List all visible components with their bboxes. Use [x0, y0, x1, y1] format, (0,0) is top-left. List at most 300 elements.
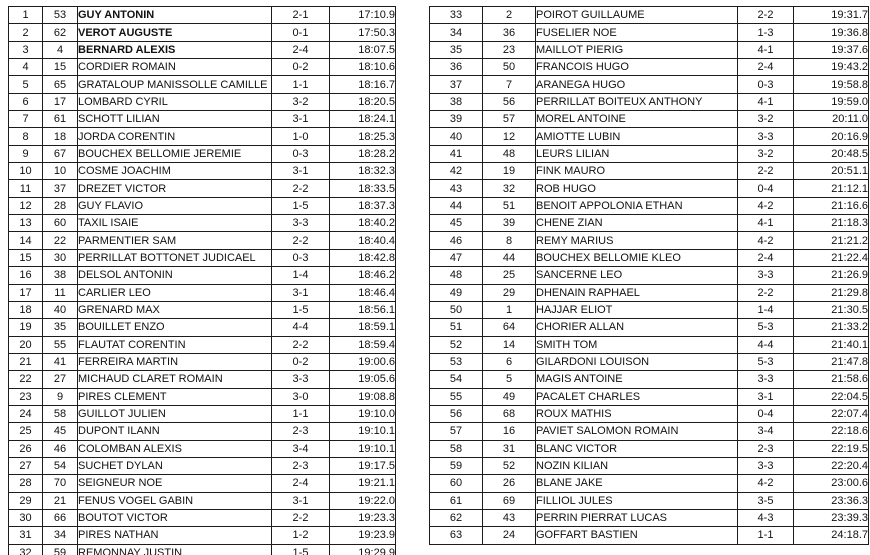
time-cell: 18:32.3	[330, 163, 396, 180]
time-cell: 22:07.4	[794, 405, 869, 422]
bib-cell: 36	[483, 24, 536, 41]
rank-cell: 40	[430, 128, 483, 145]
rank-cell: 55	[430, 388, 483, 405]
score-cell: 4-2	[738, 232, 794, 249]
time-cell: 21:22.4	[794, 249, 869, 266]
score-cell: 3-3	[272, 215, 330, 232]
time-cell: 18:28.2	[330, 145, 396, 162]
name-cell: SANCERNE LEO	[536, 267, 738, 284]
name-cell: FILLIOL JULES	[536, 492, 738, 509]
rank-cell: 44	[430, 197, 483, 214]
score-cell: 2-4	[738, 59, 794, 76]
time-cell: 18:40.2	[330, 215, 396, 232]
score-cell: 3-1	[272, 492, 330, 509]
rank-cell: 24	[9, 405, 43, 422]
name-cell: GOFFART BASTIEN	[536, 527, 738, 544]
time-cell: 19:22.0	[330, 492, 396, 509]
rank-cell: 8	[9, 128, 43, 145]
rank-cell: 59	[430, 457, 483, 474]
time-cell: 22:19.5	[794, 440, 869, 457]
bib-cell: 17	[43, 93, 78, 110]
rank-cell: 19	[9, 319, 43, 336]
time-cell: 19:43.2	[794, 59, 869, 76]
bib-cell: 59	[43, 544, 78, 555]
time-cell: 21:12.1	[794, 180, 869, 197]
name-cell: CARLIER LEO	[78, 284, 272, 301]
bib-cell: 55	[43, 336, 78, 353]
rank-cell: 41	[430, 145, 483, 162]
bib-cell: 67	[43, 145, 78, 162]
bib-cell: 15	[43, 59, 78, 76]
rank-cell: 20	[9, 336, 43, 353]
score-cell: 1-2	[272, 527, 330, 544]
score-cell: 2-4	[272, 41, 330, 58]
rank-cell: 12	[9, 197, 43, 214]
table-row	[430, 336, 869, 353]
time-cell: 18:59.4	[330, 336, 396, 353]
name-cell: PERRIN PIERRAT LUCAS	[536, 509, 738, 526]
bib-cell: 58	[43, 405, 78, 422]
bib-cell: 24	[483, 527, 536, 544]
name-cell: REMONNAY JUSTIN	[78, 544, 272, 555]
table-row	[430, 319, 869, 336]
name-cell: FERREIRA MARTIN	[78, 353, 272, 370]
bib-cell: 10	[43, 163, 78, 180]
table-row	[9, 301, 396, 318]
bib-cell: 57	[483, 111, 536, 128]
bib-cell: 50	[483, 59, 536, 76]
table-row	[430, 249, 869, 266]
time-cell: 23:39.3	[794, 509, 869, 526]
time-cell: 18:20.5	[330, 93, 396, 110]
table-row	[9, 405, 396, 422]
time-cell: 17:10.9	[330, 7, 396, 24]
bib-cell: 64	[483, 319, 536, 336]
rank-cell: 50	[430, 301, 483, 318]
score-cell: 2-1	[272, 7, 330, 24]
bib-cell: 54	[43, 457, 78, 474]
name-cell: PIRES CLEMENT	[78, 388, 272, 405]
rank-cell: 62	[430, 509, 483, 526]
table-row	[430, 232, 869, 249]
rank-cell: 54	[430, 371, 483, 388]
rank-cell: 61	[430, 492, 483, 509]
time-cell: 21:26.9	[794, 267, 869, 284]
table-row	[430, 371, 869, 388]
table-row	[9, 232, 396, 249]
table-row	[9, 163, 396, 180]
bib-cell: 2	[483, 7, 536, 24]
bib-cell: 70	[43, 475, 78, 492]
score-cell: 3-1	[272, 163, 330, 180]
table-row	[9, 527, 396, 544]
time-cell: 19:58.8	[794, 76, 869, 93]
name-cell: ARANEGA HUGO	[536, 76, 738, 93]
name-cell: BOUTOT VICTOR	[78, 509, 272, 526]
results-table-right	[429, 6, 869, 545]
name-cell: DUPONT ILANN	[78, 423, 272, 440]
score-cell: 1-5	[272, 197, 330, 214]
score-cell: 2-2	[272, 336, 330, 353]
name-cell: PERRILLAT BOTTONET JUDICAEL	[78, 249, 272, 266]
rank-cell: 52	[430, 336, 483, 353]
rank-cell: 28	[9, 475, 43, 492]
table-row	[9, 128, 396, 145]
name-cell: GILARDONI LOUISON	[536, 353, 738, 370]
bib-cell: 28	[43, 197, 78, 214]
name-cell: JORDA CORENTIN	[78, 128, 272, 145]
rank-cell: 16	[9, 267, 43, 284]
rank-cell: 26	[9, 440, 43, 457]
name-cell: CORDIER ROMAIN	[78, 59, 272, 76]
rank-cell: 2	[9, 24, 43, 41]
name-cell: FLAUTAT CORENTIN	[78, 336, 272, 353]
name-cell: FRANCOIS HUGO	[536, 59, 738, 76]
score-cell: 3-0	[272, 388, 330, 405]
name-cell: LEURS LILIAN	[536, 145, 738, 162]
name-cell: MICHAUD CLARET ROMAIN	[78, 371, 272, 388]
name-cell: VEROT AUGUSTE	[78, 24, 272, 41]
table-row	[430, 440, 869, 457]
rank-cell: 6	[9, 93, 43, 110]
score-cell: 5-3	[738, 319, 794, 336]
name-cell: DHENAIN RAPHAEL	[536, 284, 738, 301]
bib-cell: 23	[483, 41, 536, 58]
time-cell: 20:51.1	[794, 163, 869, 180]
score-cell: 1-0	[272, 128, 330, 145]
name-cell: GUILLOT JULIEN	[78, 405, 272, 422]
score-cell: 0-2	[272, 353, 330, 370]
bib-cell: 62	[43, 24, 78, 41]
name-cell: CHORIER ALLAN	[536, 319, 738, 336]
bib-cell: 22	[43, 232, 78, 249]
name-cell: MAGIS ANTOINE	[536, 371, 738, 388]
name-cell: SMITH TOM	[536, 336, 738, 353]
score-cell: 2-4	[272, 475, 330, 492]
name-cell: MAILLOT PIERIG	[536, 41, 738, 58]
rank-cell: 42	[430, 163, 483, 180]
table-row	[9, 197, 396, 214]
name-cell: LOMBARD CYRIL	[78, 93, 272, 110]
table-row	[430, 145, 869, 162]
table-row	[9, 371, 396, 388]
table-row	[9, 145, 396, 162]
table-row	[9, 388, 396, 405]
table-row	[9, 475, 396, 492]
bib-cell: 60	[43, 215, 78, 232]
rank-cell: 43	[430, 180, 483, 197]
score-cell: 3-1	[738, 388, 794, 405]
table-row	[9, 544, 396, 555]
name-cell: FUSELIER NOE	[536, 24, 738, 41]
name-cell: PACALET CHARLES	[536, 388, 738, 405]
rank-cell: 4	[9, 59, 43, 76]
bib-cell: 7	[483, 76, 536, 93]
score-cell: 1-1	[738, 527, 794, 544]
table-row	[9, 336, 396, 353]
score-cell: 2-2	[738, 163, 794, 180]
bib-cell: 12	[483, 128, 536, 145]
time-cell: 18:25.3	[330, 128, 396, 145]
rank-cell: 39	[430, 111, 483, 128]
score-cell: 2-2	[272, 509, 330, 526]
name-cell: DELSOL ANTONIN	[78, 267, 272, 284]
rank-cell: 13	[9, 215, 43, 232]
table-row	[9, 24, 396, 41]
table-row	[9, 180, 396, 197]
bib-cell: 68	[483, 405, 536, 422]
rank-cell: 48	[430, 267, 483, 284]
table-row	[9, 7, 396, 24]
rank-cell: 63	[430, 527, 483, 544]
name-cell: GUY ANTONIN	[78, 7, 272, 24]
bib-cell: 6	[483, 353, 536, 370]
time-cell: 18:33.5	[330, 180, 396, 197]
table-row	[9, 111, 396, 128]
table-row	[9, 215, 396, 232]
name-cell: BOUCHEX BELLOMIE JEREMIE	[78, 145, 272, 162]
rank-cell: 21	[9, 353, 43, 370]
time-cell: 18:56.1	[330, 301, 396, 318]
time-cell: 20:16.9	[794, 128, 869, 145]
score-cell: 3-3	[738, 128, 794, 145]
time-cell: 19:37.6	[794, 41, 869, 58]
bib-cell: 34	[43, 527, 78, 544]
rank-cell: 1	[9, 7, 43, 24]
rank-cell: 25	[9, 423, 43, 440]
table-row	[9, 492, 396, 509]
bib-cell: 18	[43, 128, 78, 145]
name-cell: TAXIL ISAIE	[78, 215, 272, 232]
rank-cell: 18	[9, 301, 43, 318]
rank-cell: 45	[430, 215, 483, 232]
bib-cell: 53	[43, 7, 78, 24]
time-cell: 21:47.8	[794, 353, 869, 370]
score-cell: 2-2	[738, 7, 794, 24]
results-table-left	[8, 6, 396, 555]
time-cell: 22:04.5	[794, 388, 869, 405]
score-cell: 1-5	[272, 544, 330, 555]
time-cell: 20:11.0	[794, 111, 869, 128]
score-cell: 0-4	[738, 180, 794, 197]
time-cell: 19:00.6	[330, 353, 396, 370]
table-row	[430, 76, 869, 93]
score-cell: 4-1	[738, 93, 794, 110]
score-cell: 0-2	[272, 59, 330, 76]
name-cell: BENOIT APPOLONIA ETHAN	[536, 197, 738, 214]
bib-cell: 48	[483, 145, 536, 162]
rank-cell: 9	[9, 145, 43, 162]
table-row	[430, 509, 869, 526]
time-cell: 19:59.0	[794, 93, 869, 110]
bib-cell: 19	[483, 163, 536, 180]
time-cell: 22:20.4	[794, 457, 869, 474]
rank-cell: 23	[9, 388, 43, 405]
rank-cell: 7	[9, 111, 43, 128]
score-cell: 4-2	[738, 475, 794, 492]
score-cell: 0-3	[738, 76, 794, 93]
score-cell: 1-4	[272, 267, 330, 284]
score-cell: 1-4	[738, 301, 794, 318]
score-cell: 1-1	[272, 76, 330, 93]
time-cell: 19:23.9	[330, 527, 396, 544]
rank-cell: 60	[430, 475, 483, 492]
table-row	[9, 353, 396, 370]
bib-cell: 25	[483, 267, 536, 284]
table-row	[430, 492, 869, 509]
bib-cell: 44	[483, 249, 536, 266]
rank-cell: 38	[430, 93, 483, 110]
name-cell: POIROT GUILLAUME	[536, 7, 738, 24]
bib-cell: 5	[483, 371, 536, 388]
name-cell: BERNARD ALEXIS	[78, 41, 272, 58]
table-row	[430, 128, 869, 145]
table-row	[430, 353, 869, 370]
name-cell: HAJJAR ELIOT	[536, 301, 738, 318]
rank-cell: 17	[9, 284, 43, 301]
rank-cell: 14	[9, 232, 43, 249]
name-cell: GUY FLAVIO	[78, 197, 272, 214]
score-cell: 3-2	[738, 145, 794, 162]
score-cell: 4-4	[272, 319, 330, 336]
table-row	[430, 405, 869, 422]
bib-cell: 52	[483, 457, 536, 474]
time-cell: 19:10.1	[330, 440, 396, 457]
table-row	[430, 284, 869, 301]
rank-cell: 5	[9, 76, 43, 93]
rank-cell: 29	[9, 492, 43, 509]
score-cell: 4-3	[738, 509, 794, 526]
rank-cell: 58	[430, 440, 483, 457]
score-cell: 4-1	[738, 41, 794, 58]
rank-cell: 15	[9, 249, 43, 266]
table-row	[430, 41, 869, 58]
score-cell: 3-5	[738, 492, 794, 509]
time-cell: 18:10.6	[330, 59, 396, 76]
time-cell: 19:29.9	[330, 544, 396, 555]
rank-cell: 51	[430, 319, 483, 336]
name-cell: BOUILLET ENZO	[78, 319, 272, 336]
name-cell: GRENARD MAX	[78, 301, 272, 318]
score-cell: 3-1	[272, 111, 330, 128]
score-cell: 3-2	[272, 93, 330, 110]
table-row	[9, 440, 396, 457]
bib-cell: 69	[483, 492, 536, 509]
name-cell: PARMENTIER SAM	[78, 232, 272, 249]
time-cell: 23:36.3	[794, 492, 869, 509]
bib-cell: 45	[43, 423, 78, 440]
bib-cell: 9	[43, 388, 78, 405]
score-cell: 3-3	[738, 371, 794, 388]
bib-cell: 43	[483, 509, 536, 526]
bib-cell: 21	[43, 492, 78, 509]
rank-cell: 34	[430, 24, 483, 41]
score-cell: 0-1	[272, 24, 330, 41]
rank-cell: 27	[9, 457, 43, 474]
name-cell: FINK MAURO	[536, 163, 738, 180]
table-row	[9, 457, 396, 474]
name-cell: FENUS VOGEL GABIN	[78, 492, 272, 509]
table-row	[430, 457, 869, 474]
bib-cell: 30	[43, 249, 78, 266]
time-cell: 18:40.4	[330, 232, 396, 249]
time-cell: 21:18.3	[794, 215, 869, 232]
table-row	[9, 249, 396, 266]
bib-cell: 26	[483, 475, 536, 492]
bib-cell: 27	[43, 371, 78, 388]
bib-cell: 49	[483, 388, 536, 405]
table-row	[9, 509, 396, 526]
time-cell: 19:31.7	[794, 7, 869, 24]
name-cell: GRATALOUP MANISSOLLE CAMILLE	[78, 76, 272, 93]
name-cell: DREZET VICTOR	[78, 180, 272, 197]
table-row	[430, 59, 869, 76]
bib-cell: 41	[43, 353, 78, 370]
name-cell: ROUX MATHIS	[536, 405, 738, 422]
table-row	[430, 301, 869, 318]
time-cell: 18:42.8	[330, 249, 396, 266]
table-row	[430, 180, 869, 197]
time-cell: 19:21.1	[330, 475, 396, 492]
bib-cell: 56	[483, 93, 536, 110]
table-row	[430, 527, 869, 544]
table-row	[9, 423, 396, 440]
score-cell: 1-3	[738, 24, 794, 41]
bib-cell: 40	[43, 301, 78, 318]
rank-cell: 56	[430, 405, 483, 422]
name-cell: SCHOTT LILIAN	[78, 111, 272, 128]
time-cell: 22:18.6	[794, 423, 869, 440]
name-cell: SEIGNEUR NOE	[78, 475, 272, 492]
table-row	[430, 475, 869, 492]
name-cell: BLANE JAKE	[536, 475, 738, 492]
rank-cell: 11	[9, 180, 43, 197]
table-row	[430, 111, 869, 128]
bib-cell: 38	[43, 267, 78, 284]
score-cell: 0-3	[272, 249, 330, 266]
rank-cell: 47	[430, 249, 483, 266]
bib-cell: 39	[483, 215, 536, 232]
bib-cell: 46	[43, 440, 78, 457]
time-cell: 18:07.5	[330, 41, 396, 58]
score-cell: 0-3	[272, 145, 330, 162]
table-row	[430, 93, 869, 110]
bib-cell: 14	[483, 336, 536, 353]
bib-cell: 4	[43, 41, 78, 58]
bib-cell: 61	[43, 111, 78, 128]
score-cell: 5-3	[738, 353, 794, 370]
time-cell: 18:24.1	[330, 111, 396, 128]
table-row	[430, 7, 869, 24]
time-cell: 19:23.3	[330, 509, 396, 526]
table-row	[9, 284, 396, 301]
table-row	[9, 319, 396, 336]
score-cell: 2-4	[738, 249, 794, 266]
bib-cell: 35	[43, 319, 78, 336]
time-cell: 19:36.8	[794, 24, 869, 41]
time-cell: 24:18.7	[794, 527, 869, 544]
name-cell: REMY MARIUS	[536, 232, 738, 249]
table-row	[430, 197, 869, 214]
rank-cell: 49	[430, 284, 483, 301]
score-cell: 2-3	[738, 440, 794, 457]
table-row	[430, 423, 869, 440]
score-cell: 3-3	[272, 371, 330, 388]
bib-cell: 16	[483, 423, 536, 440]
score-cell: 1-1	[272, 405, 330, 422]
time-cell: 18:59.1	[330, 319, 396, 336]
time-cell: 19:05.6	[330, 371, 396, 388]
